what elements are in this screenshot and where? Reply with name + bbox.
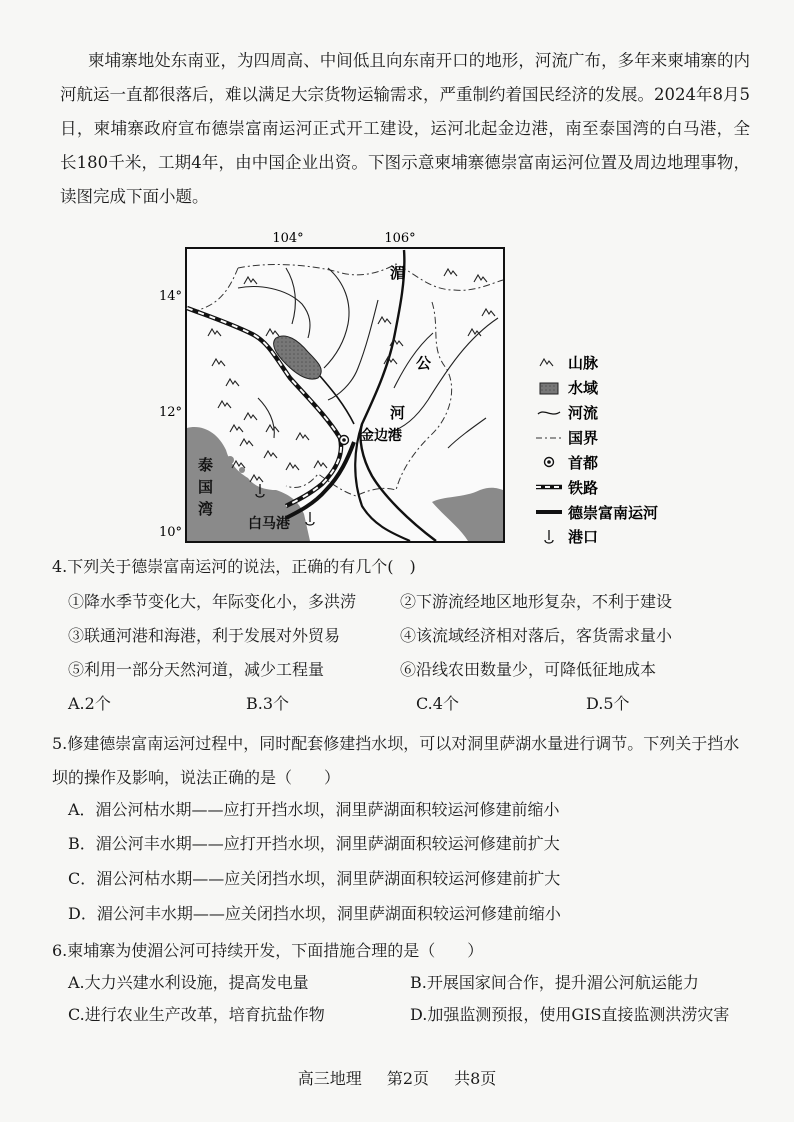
- q4-option-c[interactable]: C.4个: [416, 694, 459, 713]
- q4-statement: ⑤利用一部分天然河道，减少工程量: [68, 660, 325, 679]
- lat-label-14: 14°: [158, 289, 182, 304]
- intro-paragraph: [60, 44, 750, 214]
- lon-label-106: 106°: [384, 231, 416, 246]
- q6-option-d[interactable]: D.加强监测预报，使用GIS直接监测洪涝灾害: [410, 1005, 730, 1024]
- port-icon: [545, 530, 553, 543]
- legend-label: 铁路: [568, 479, 599, 497]
- river-label-3: 河: [390, 404, 406, 422]
- cambodia-canal-map: [158, 228, 678, 548]
- river-label-2: 公: [416, 354, 432, 372]
- q4-statement: ①降水季节变化大，年际变化小，多洪涝: [68, 592, 357, 611]
- lat-label-10: 10°: [158, 525, 182, 540]
- legend-label: 国界: [568, 429, 599, 447]
- footer-page: 第2页: [386, 1069, 429, 1088]
- gulf-label-1: 泰: [198, 456, 214, 474]
- footer-subject: 高三地理: [297, 1069, 362, 1088]
- q4-statement: ④该流域经济相对落后，客货需求量小: [400, 626, 673, 645]
- q4-option-d[interactable]: D.5个: [586, 694, 630, 713]
- q5-option-d[interactable]: D．湄公河丰水期——应关闭挡水坝，洞里萨湖面积较运河修建前缩小: [68, 904, 561, 923]
- page-footer: [0, 1066, 794, 1089]
- footer-total: 共8页: [454, 1069, 497, 1088]
- jinbian-port-label: 金边港: [360, 428, 402, 444]
- intro-text: 柬埔寨地处东南亚，为四周高、中间低且向东南开口的地形，河流广布，多年来柬埔寨的内河航运一直都很落后，难以满足大宗货物运输需求，严重制约着国民经济的发展。2024年8月5日，柬埔寨政府宣布德崇富南运河正式开工建设，运河北起金边港，南至泰国湾的白马港，全长180千米，工期4年，由中国企业出资。下图示意柬埔寨德崇富南运河位置及周边地理事物，读图完成下面小题。: [60, 51, 750, 206]
- legend-label: 河流: [568, 404, 599, 422]
- q5-option-c[interactable]: C．湄公河枯水期——应关闭挡水坝，洞里萨湖面积较运河修建前扩大: [68, 869, 561, 888]
- capital-icon: [545, 458, 554, 467]
- q6-option-b[interactable]: B.开展国家间合作，提升湄公河航运能力: [410, 973, 699, 992]
- q4-statement: ⑥沿线农田数量少，可降低征地成本: [400, 660, 657, 679]
- gulf-label-3: 湾: [198, 500, 214, 518]
- water-area-icon: [540, 383, 558, 394]
- q5-stem: 5.修建德崇富南运河过程中，同时配套修建挡水坝，可以对洞里萨湖水量进行调节。下列关于挡水坝的操作及影响，说法正确的是（ ）: [52, 734, 740, 787]
- q4-option-b[interactable]: B.3个: [246, 694, 290, 713]
- baima-port-label: 白马港: [248, 516, 290, 532]
- q4-statement: ③联通河港和海港，利于发展对外贸易: [68, 626, 341, 645]
- legend-label: 水域: [568, 379, 599, 397]
- q5-option-b[interactable]: B．湄公河丰水期——应打开挡水坝，洞里萨湖面积较运河修建前扩大: [68, 834, 560, 853]
- q6-stem: 6.柬埔寨为使湄公河可持续开发，下面措施合理的是（ ）: [52, 941, 484, 960]
- q4-stem: 4.下列关于德崇富南运河的说法，正确的有几个( ): [52, 557, 416, 576]
- q6-option-c[interactable]: C.进行农业生产改革，培育抗盐作物: [68, 1005, 325, 1024]
- q4-statement: ②下游流经地区地形复杂，不利于建设: [400, 592, 673, 611]
- lat-label-12: 12°: [158, 405, 182, 420]
- legend-label: 德崇富南运河: [568, 504, 659, 522]
- legend-label: 首都: [568, 454, 599, 472]
- legend-label: 港口: [568, 528, 599, 546]
- legend-label: 山脉: [568, 354, 599, 372]
- gulf-label-2: 国: [198, 478, 214, 496]
- q5-option-a[interactable]: A．湄公河枯水期——应打开挡水坝，洞里萨湖面积较运河修建前缩小: [68, 800, 560, 819]
- q6-option-a[interactable]: A.大力兴建水利设施，提高发电量: [68, 973, 309, 992]
- map-figure: [158, 228, 678, 548]
- lon-label-104: 104°: [272, 231, 304, 246]
- river-line-icon: [538, 412, 560, 414]
- river-label-1: 湄: [390, 264, 406, 282]
- mountain-icon: [540, 359, 553, 366]
- map-legend: [536, 354, 658, 546]
- capital-icon: [340, 436, 349, 445]
- q4-option-a[interactable]: A.2个: [68, 694, 111, 713]
